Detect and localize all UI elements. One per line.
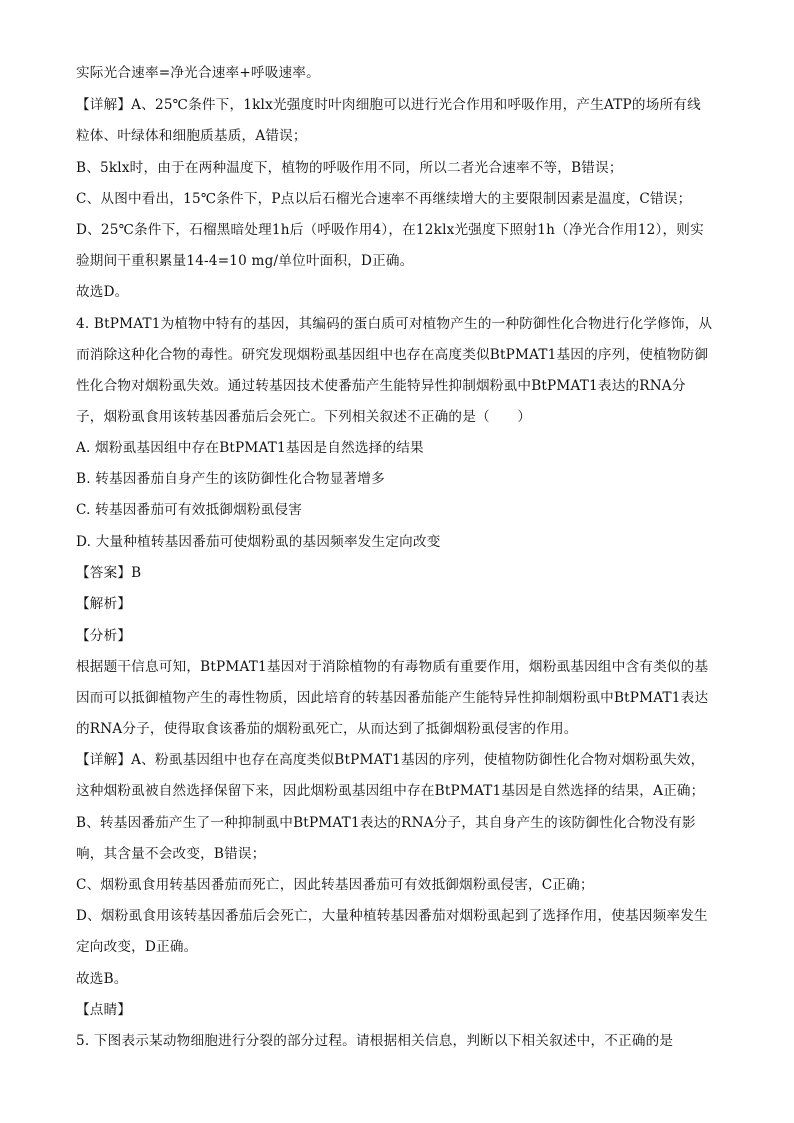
text-line: 故选B。	[76, 971, 128, 987]
question-text: 4. BtPMAT1为植物中特有的基因，其编码的蛋白质可对植物产生的一种防御性化合物进行化学修饰，从	[76, 316, 713, 332]
question-text: 性化合物对烟粉虱失效。通过转基因技术使番茄产生能特异性抑制烟粉虱中BtPMAT1表达的RNA分	[76, 378, 686, 394]
text-line: 粒体、叶绿体和细胞质基质，A错误；	[76, 128, 307, 144]
text-line: 定向改变，D正确。	[76, 939, 198, 955]
text-line: B、5klx时，由于在两种温度下，植物的呼吸作用不同，所以二者光合速率不等，B错误；	[76, 160, 623, 176]
option-b: B. 转基因番茄自身产生的该防御性化合物显著增多	[76, 471, 385, 487]
text-line: B、转基因番茄产生了一种抑制虱中BtPMAT1表达的RNA分子，其自身产生的该防御性化合物没有影	[76, 815, 696, 831]
text-line: 【详解】A、25℃条件下，1klx光强度时叶肉细胞可以进行光合作用和呼吸作用，产生ATP的场所有线	[76, 97, 701, 113]
text-line: 这种烟粉虱被自然选择保留下来，因此烟粉虱基因组中存在BtPMAT1基因是自然选择的结果，A正确；	[76, 783, 705, 799]
text-line: 响，其含量不会改变，B错误；	[76, 846, 266, 862]
text-line: 验期间干重积累量14-4=10 mg/单位叶面积，D正确。	[76, 253, 414, 269]
option-a: A. 烟粉虱基因组中存在BtPMAT1基因是自然选择的结果	[76, 440, 424, 456]
text-line: 故选D。	[76, 284, 129, 300]
analysis-heading: 【解析】	[76, 596, 132, 612]
remark-heading: 【点睛】	[76, 1002, 132, 1018]
question-text: 5. 下图表示某动物细胞进行分裂的部分过程。请根据相关信息，判断以下相关叙述中，不正确的是	[76, 1033, 674, 1049]
option-d: D. 大量种植转基因番茄可使烟粉虱的基因频率发生定向改变	[76, 534, 441, 550]
text-line: 因而可以抵御植物产生的毒性物质，因此培育的转基因番茄能产生能特异性抑制烟粉虱中BtPMAT1表达	[76, 690, 709, 706]
text-line: 的RNA分子，使得取食该番茄的烟粉虱死亡，从而达到了抵御烟粉虱侵害的作用。	[76, 721, 578, 737]
option-c: C. 转基因番茄可有效抵御烟粉虱侵害	[76, 502, 303, 518]
text-line: C、从图中看出，15℃条件下，P点以后石榴光合速率不再继续增大的主要限制因素是温度，C错误；	[76, 191, 692, 207]
text-line: 【详解】A、粉虱基因组中也存在高度类似BtPMAT1基因的序列，使植物防御性化合物对烟粉虱失效，	[76, 752, 705, 768]
analysis-subheading: 【分析】	[76, 628, 132, 644]
question-text: 而消除这种化合物的毒性。研究发现烟粉虱基因组中也存在高度类似BtPMAT1基因的序列，使植物防御	[76, 347, 709, 363]
text-line: D、25℃条件下，石榴黑暗处理1h后（呼吸作用4），在12klx光强度下照射1h（净光合作用12），则实	[76, 222, 704, 238]
text-line: D、烟粉虱食用该转基因番茄后会死亡，大量种植转基因番茄对烟粉虱起到了选择作用，使基因频率发生	[76, 908, 708, 924]
text-line: 实际光合速率=净光合速率+呼吸速率。	[76, 65, 320, 81]
text-line: C、烟粉虱食用转基因番茄而死亡，因此转基因番茄可有效抵御烟粉虱侵害，C正确；	[76, 877, 594, 893]
text-line: 根据题干信息可知，BtPMAT1基因对于消除植物的有毒物质有重要作用，烟粉虱基因组中含有类似的基	[76, 659, 709, 675]
question-text: 子，烟粉虱食用该转基因番茄后会死亡。下列相关叙述不正确的是（ ）	[76, 409, 532, 425]
answer-label: 【答案】B	[76, 565, 142, 581]
